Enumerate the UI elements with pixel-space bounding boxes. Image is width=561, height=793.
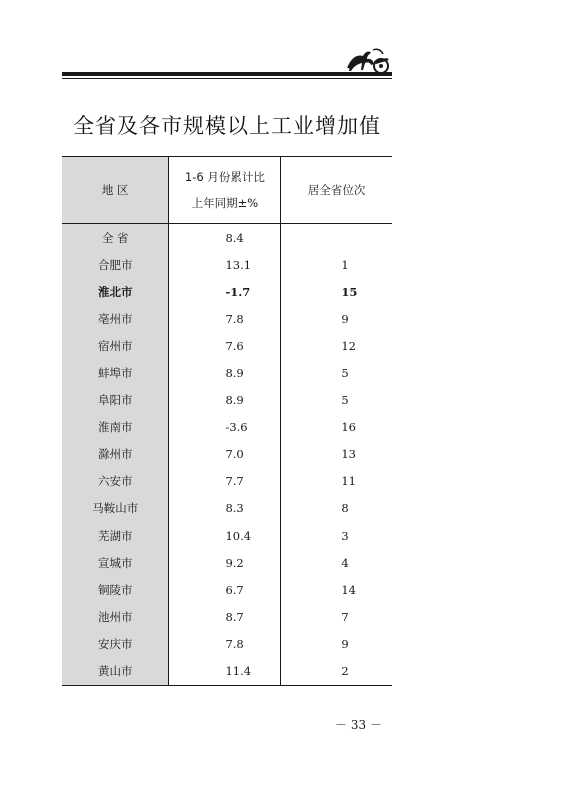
- row-rank: 2: [281, 658, 392, 686]
- row-growth: 8.9: [169, 387, 281, 414]
- row-region: 淮北市: [62, 278, 169, 305]
- header-growth: [169, 157, 281, 224]
- table-row: [62, 332, 392, 359]
- header-growth-line2: 上年同期±%: [191, 196, 259, 210]
- row-rank: 5: [281, 359, 392, 386]
- header-growth-line1: 1-6 月份累计比: [184, 170, 265, 184]
- row-rank: 15: [281, 278, 392, 305]
- row-rank: 4: [281, 549, 392, 576]
- table-row: [62, 359, 392, 386]
- table-header-row: [62, 157, 392, 224]
- header-rule-thick: [62, 72, 392, 76]
- row-region: 铜陵市: [62, 576, 169, 603]
- row-growth: 13.1: [169, 251, 281, 278]
- table-row: [62, 278, 392, 305]
- row-region: 宿州市: [62, 332, 169, 359]
- row-rank: 5: [281, 387, 392, 414]
- row-rank: 9: [281, 630, 392, 657]
- row-growth: 7.7: [169, 468, 281, 495]
- row-region: 合肥市: [62, 251, 169, 278]
- row-region: 池州市: [62, 603, 169, 630]
- row-growth: -3.6: [169, 414, 281, 441]
- table-row: [62, 414, 392, 441]
- row-growth: 7.0: [169, 441, 281, 468]
- row-rank: [281, 224, 392, 252]
- page-title: 全省及各市规模以上工业增加值: [73, 114, 381, 138]
- row-growth: 8.9: [169, 359, 281, 386]
- page-number: － 33 －: [335, 718, 382, 732]
- header-region: 地 区: [62, 157, 169, 224]
- table-row: [62, 305, 392, 332]
- table-row: [62, 495, 392, 522]
- table-row: [62, 468, 392, 495]
- row-region: 宣城市: [62, 549, 169, 576]
- row-growth: 11.4: [169, 658, 281, 686]
- table-row: [62, 658, 392, 686]
- row-region: 淮南市: [62, 414, 169, 441]
- row-region: 亳州市: [62, 305, 169, 332]
- row-rank: 1: [281, 251, 392, 278]
- row-growth: 7.8: [169, 630, 281, 657]
- table-row: [62, 441, 392, 468]
- table-row: [62, 549, 392, 576]
- row-rank: 14: [281, 576, 392, 603]
- row-rank: 16: [281, 414, 392, 441]
- row-region: 阜阳市: [62, 387, 169, 414]
- header-rule-thin: [62, 78, 392, 79]
- row-region: 芜湖市: [62, 522, 169, 549]
- row-growth: -1.7: [169, 278, 281, 305]
- row-rank: 12: [281, 332, 392, 359]
- table-row: [62, 251, 392, 278]
- row-growth: 8.3: [169, 495, 281, 522]
- industry-value-table: [62, 156, 392, 686]
- row-growth: 8.4: [169, 224, 281, 252]
- row-rank: 11: [281, 468, 392, 495]
- row-rank: 3: [281, 522, 392, 549]
- row-region: 蚌埠市: [62, 359, 169, 386]
- row-rank: 8: [281, 495, 392, 522]
- row-rank: 7: [281, 603, 392, 630]
- row-growth: 8.7: [169, 603, 281, 630]
- header-rank: 居全省位次: [281, 157, 392, 224]
- row-region: 滁州市: [62, 441, 169, 468]
- table-body: [62, 224, 392, 686]
- table-row: [62, 603, 392, 630]
- row-growth: 6.7: [169, 576, 281, 603]
- row-growth: 7.6: [169, 332, 281, 359]
- table-row: [62, 522, 392, 549]
- row-region: 马鞍山市: [62, 495, 169, 522]
- row-growth: 10.4: [169, 522, 281, 549]
- row-growth: 7.8: [169, 305, 281, 332]
- table-row: [62, 630, 392, 657]
- table-row: [62, 224, 392, 252]
- table-row: [62, 387, 392, 414]
- row-region: 黄山市: [62, 658, 169, 686]
- row-rank: 13: [281, 441, 392, 468]
- row-region: 六安市: [62, 468, 169, 495]
- table-row: [62, 576, 392, 603]
- row-rank: 9: [281, 305, 392, 332]
- row-region: 全 省: [62, 224, 169, 252]
- row-growth: 9.2: [169, 549, 281, 576]
- row-region: 安庆市: [62, 630, 169, 657]
